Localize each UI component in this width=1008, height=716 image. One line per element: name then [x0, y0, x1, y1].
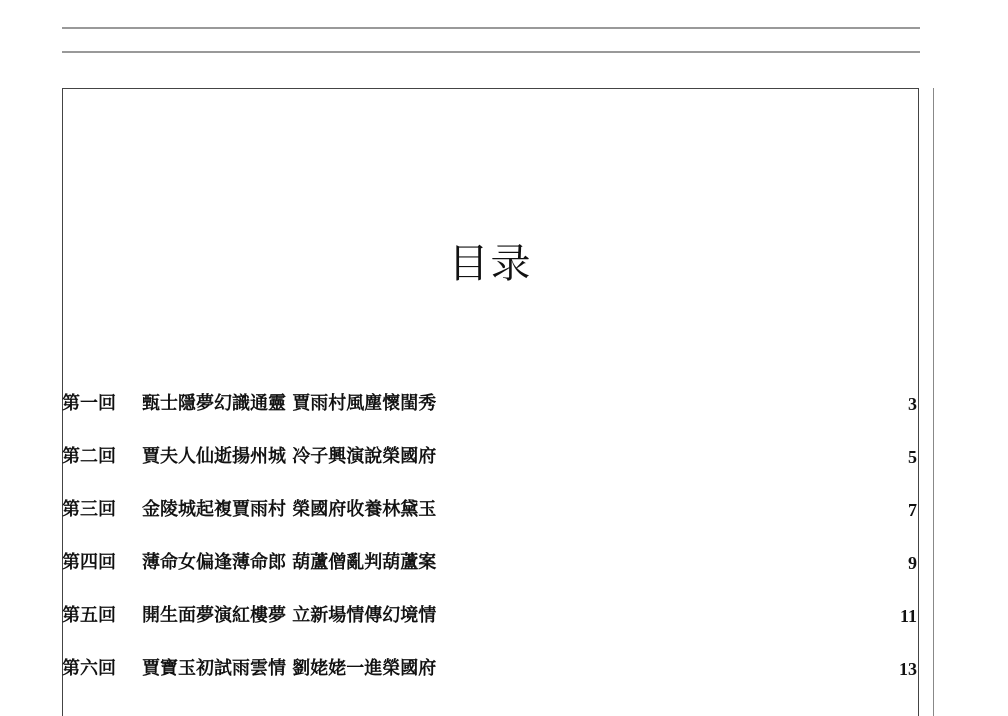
toc-entry-number: 第一回	[62, 393, 116, 414]
toc-entry[interactable]	[62, 651, 919, 704]
toc-title: 目录	[448, 241, 533, 287]
toc-entry-page[interactable]: 7	[908, 500, 917, 520]
toc-entry[interactable]	[62, 598, 919, 651]
toc-entry-page[interactable]: 9	[908, 553, 917, 573]
header-rule-top	[62, 27, 920, 29]
toc-entry-title[interactable]: 金陵城起複賈雨村 榮國府收養林黛玉	[142, 499, 437, 520]
toc-entry-page[interactable]: 11	[899, 606, 917, 626]
toc-entry-number: 第四回	[62, 552, 116, 573]
toc-entry-title[interactable]: 薄命女偏逢薄命郎 葫蘆僧亂判葫蘆案	[142, 552, 437, 573]
toc-entry[interactable]	[62, 439, 919, 492]
toc-entry-title[interactable]: 賈寶玉初試雨雲情 劉姥姥一進榮國府	[142, 658, 437, 679]
toc-entry-title[interactable]: 甄士隱夢幻識通靈 賈雨村風塵懷閨秀	[142, 393, 437, 414]
toc-list	[62, 386, 919, 704]
toc-entry[interactable]	[62, 545, 919, 598]
toc-entry-title[interactable]: 賈夫人仙逝揚州城 冷子興演說榮國府	[142, 446, 437, 467]
toc-entry[interactable]	[62, 386, 919, 439]
toc-entry-page[interactable]: 3	[908, 394, 917, 414]
header-rule-bottom	[62, 51, 920, 53]
toc-entry-title[interactable]: 開生面夢演紅樓夢 立新場情傳幻境情	[142, 605, 437, 626]
page-edge-line	[933, 88, 934, 716]
toc-entry-page[interactable]: 5	[908, 447, 917, 467]
toc-entry-number: 第三回	[62, 499, 116, 520]
toc-entry-number: 第六回	[62, 658, 116, 679]
toc-entry[interactable]	[62, 492, 919, 545]
toc-entry-page[interactable]: 13	[899, 659, 917, 679]
toc-entry-number: 第五回	[62, 605, 116, 626]
toc-entry-number: 第二回	[62, 446, 116, 467]
